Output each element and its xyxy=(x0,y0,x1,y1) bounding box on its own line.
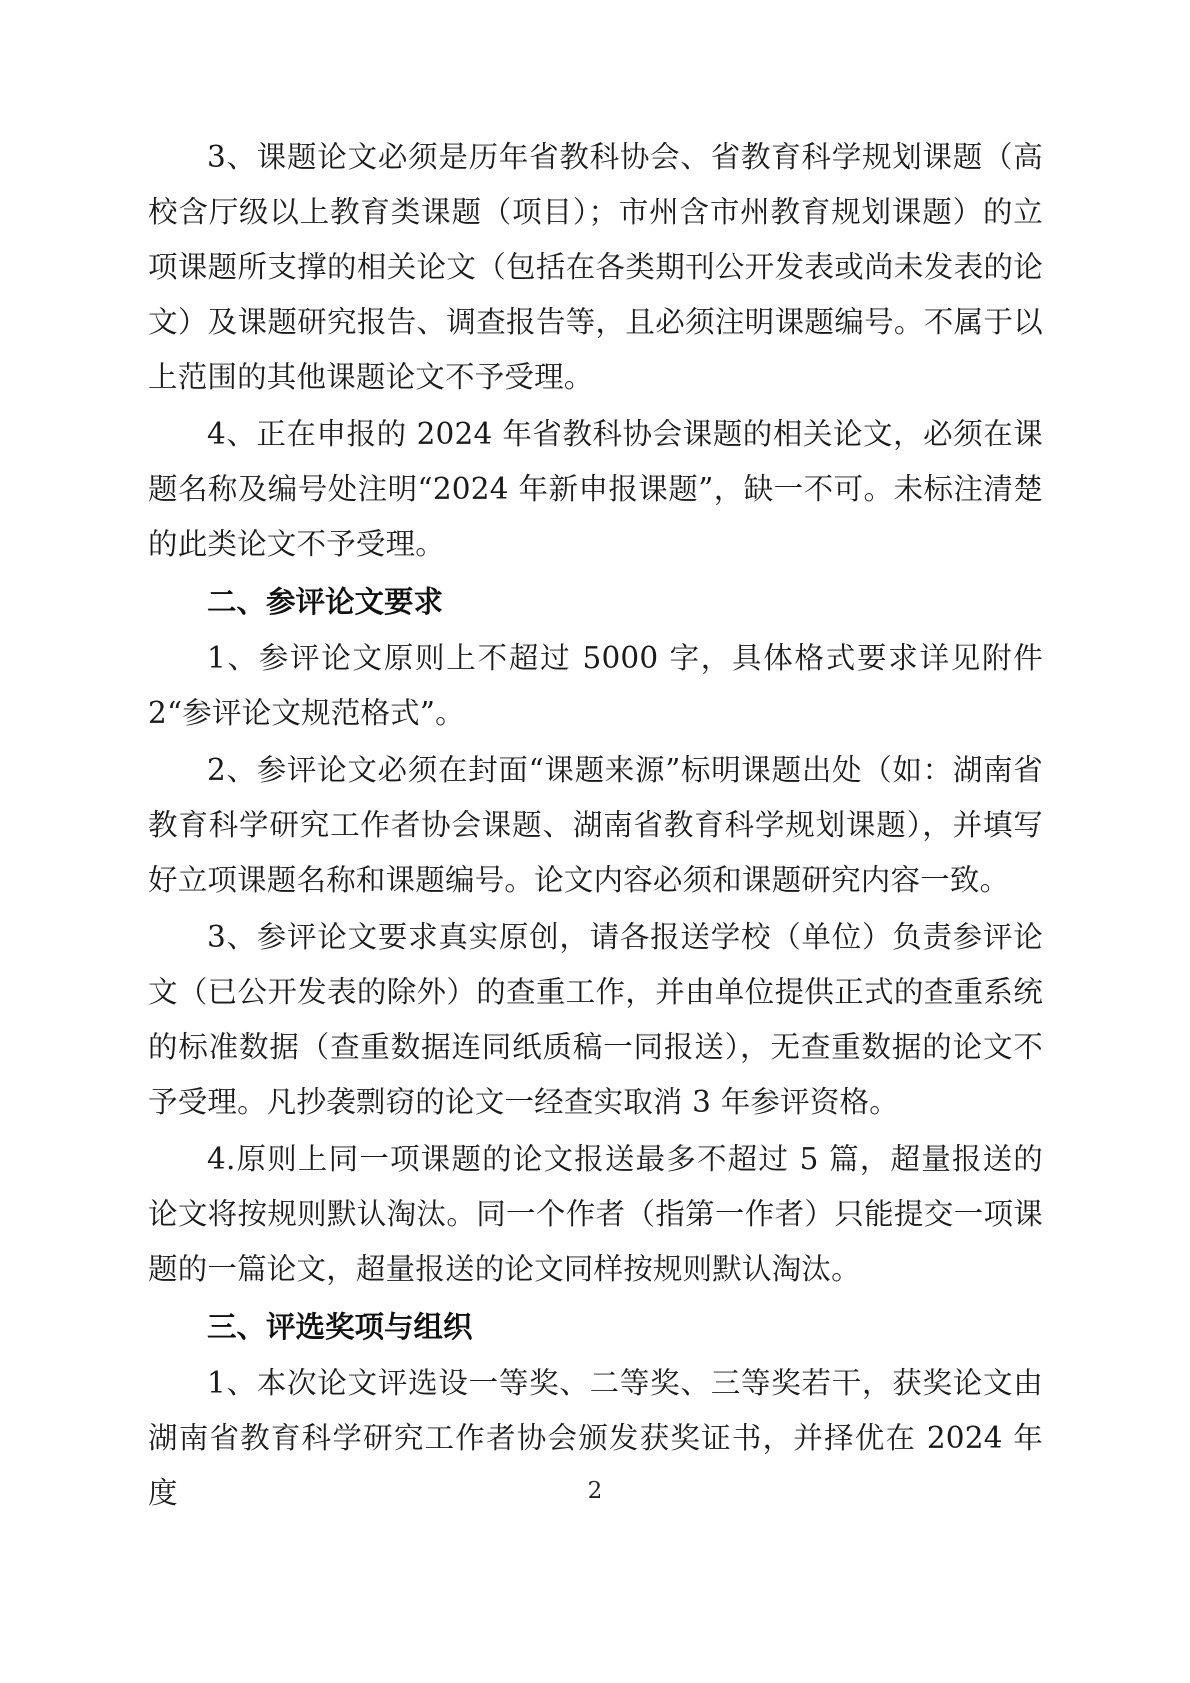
document-body xyxy=(148,130,1043,1523)
paragraph-section2-item-1: 1、参评论文原则上不超过 5000 字，具体格式要求详见附件 2“参评论文规范格式”。 xyxy=(148,641,1043,730)
page-number: 2 xyxy=(587,1478,603,1504)
paragraph-section2-item-3: 3、参评论文要求真实原创，请各报送学校（单位）负责参评论文（已公开发表的除外）的查重工作，并由单位提供正式的查重系统的标准数据（查重数据连同纸质稿一同报送），无查重数据的论文不予受理。凡抄袭剽窃的论文一经查实取消 3 年参评资格。 xyxy=(148,920,1043,1119)
paragraph-section2-item-2: 2、参评论文必须在封面“课题来源”标明课题出处（如：湖南省教育科学研究工作者协会课题、湖南省教育科学规划课题），并填写好立项课题名称和课题编号。论文内容必须和课题研究内容一致。 xyxy=(148,753,1043,897)
section-heading-two: 二、参评论文要求 xyxy=(207,584,444,619)
paragraph-section3-item-1: 1、本次论文评选设一等奖、二等奖、三等奖若干，获奖论文由湖南省教育科学研究工作者协会颁发获奖证书，并择优在 2024 年度 xyxy=(148,1366,1043,1510)
paragraph-section2-item-4: 4.原则上同一项课题的论文报送最多不超过 5 篇，超量报送的论文将按规则默认淘汰。同一个作者（指第一作者）只能提交一项课题的一篇论文，超量报送的论文同样按规则默认淘汰。 xyxy=(148,1142,1043,1286)
paragraph-item-3: 3、课题论文必须是历年省教科协会、省教育科学规划课题（高校含厅级以上教育类课题（项目）；市州含市州教育规划课题）的立项课题所支撑的相关论文（包括在各类期刊公开发表或尚未发表的论文）及课题研究报告、调查报告等，且必须注明课题编号。不属于以上范围的其他课题论文不予受理。 xyxy=(148,140,1043,394)
section-heading-three: 三、评选奖项与组织 xyxy=(207,1309,473,1344)
paragraph-item-4: 4、正在申报的 2024 年省教科协会课题的相关论文，必须在课题名称及编号处注明“2024 年新申报课题”，缺一不可。未标注清楚的此类论文不予受理。 xyxy=(148,417,1043,561)
